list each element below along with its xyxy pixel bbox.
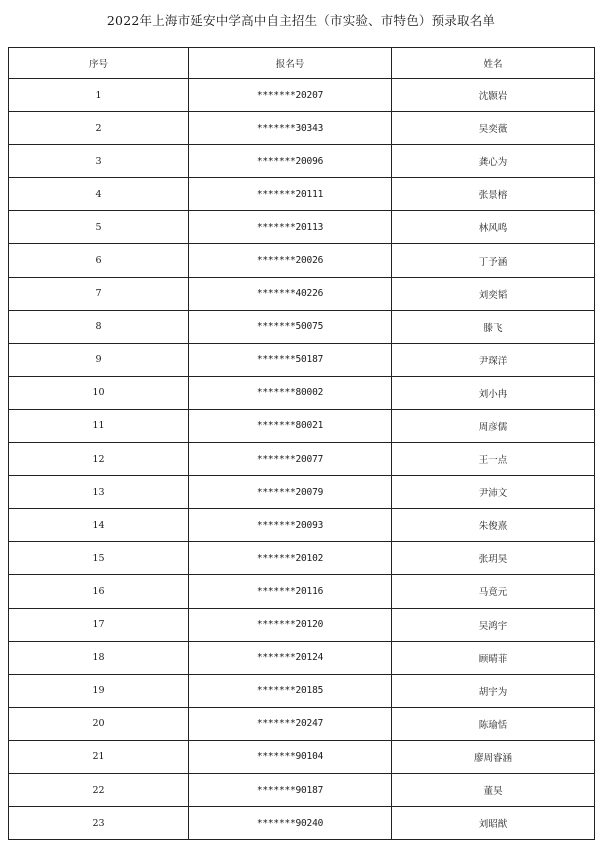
cell-name: 顾晴菲	[392, 641, 595, 674]
cell-number: 7	[9, 277, 189, 310]
cell-registration-number: *******80002	[189, 376, 392, 409]
cell-number: 15	[9, 542, 189, 575]
cell-number: 1	[9, 79, 189, 112]
cell-number: 20	[9, 707, 189, 740]
table-row	[9, 443, 595, 476]
cell-number: 9	[9, 343, 189, 376]
cell-name: 董昊	[392, 773, 595, 806]
table-row	[9, 79, 595, 112]
cell-number: 18	[9, 641, 189, 674]
cell-number: 5	[9, 211, 189, 244]
table-row	[9, 211, 595, 244]
cell-name: 尹沛文	[392, 476, 595, 509]
table-row	[9, 807, 595, 840]
cell-registration-number: *******20120	[189, 608, 392, 641]
cell-number: 14	[9, 509, 189, 542]
cell-number: 16	[9, 575, 189, 608]
table-row	[9, 145, 595, 178]
cell-registration-number: *******40226	[189, 277, 392, 310]
cell-name: 胡宇为	[392, 674, 595, 707]
cell-number: 6	[9, 244, 189, 277]
table-row	[9, 310, 595, 343]
cell-number: 17	[9, 608, 189, 641]
cell-registration-number: *******30343	[189, 112, 392, 145]
cell-registration-number: *******90104	[189, 740, 392, 773]
cell-number: 13	[9, 476, 189, 509]
cell-registration-number: *******20077	[189, 443, 392, 476]
admission-list-table	[8, 47, 595, 840]
cell-name: 王一点	[392, 443, 595, 476]
cell-name: 刘奕韬	[392, 277, 595, 310]
column-header-number: 序号	[9, 48, 189, 79]
table-row	[9, 376, 595, 409]
cell-name: 张玥昊	[392, 542, 595, 575]
cell-registration-number: *******20079	[189, 476, 392, 509]
cell-number: 3	[9, 145, 189, 178]
cell-number: 11	[9, 409, 189, 442]
cell-name: 刘昭猷	[392, 807, 595, 840]
cell-name: 吴奕薇	[392, 112, 595, 145]
cell-registration-number: *******20093	[189, 509, 392, 542]
cell-number: 19	[9, 674, 189, 707]
cell-registration-number: *******50075	[189, 310, 392, 343]
table-row	[9, 277, 595, 310]
cell-number: 8	[9, 310, 189, 343]
cell-registration-number: *******20124	[189, 641, 392, 674]
cell-registration-number: *******20102	[189, 542, 392, 575]
cell-name: 刘小冉	[392, 376, 595, 409]
table-row	[9, 641, 595, 674]
page-title: 2022年上海市延安中学高中自主招生（市实验、市特色）预录取名单	[106, 13, 496, 28]
table-row	[9, 542, 595, 575]
cell-number: 21	[9, 740, 189, 773]
table-row	[9, 409, 595, 442]
cell-name: 周彦儒	[392, 409, 595, 442]
cell-registration-number: *******20026	[189, 244, 392, 277]
cell-registration-number: *******20116	[189, 575, 392, 608]
column-header-name: 姓名	[392, 48, 595, 79]
table-header-row	[9, 48, 595, 79]
table-row	[9, 608, 595, 641]
cell-name: 龚心为	[392, 145, 595, 178]
cell-registration-number: *******90240	[189, 807, 392, 840]
cell-name: 廖周睿涵	[392, 740, 595, 773]
table-row	[9, 575, 595, 608]
cell-registration-number: *******90187	[189, 773, 392, 806]
cell-name: 张景榕	[392, 178, 595, 211]
cell-name: 马竟元	[392, 575, 595, 608]
cell-number: 12	[9, 443, 189, 476]
table-body	[9, 79, 595, 840]
table-row	[9, 707, 595, 740]
cell-name: 朱俊熹	[392, 509, 595, 542]
cell-name: 吴鸿宇	[392, 608, 595, 641]
cell-name: 尹琛洋	[392, 343, 595, 376]
cell-name: 林风鸣	[392, 211, 595, 244]
cell-name: 滕飞	[392, 310, 595, 343]
cell-number: 23	[9, 807, 189, 840]
cell-registration-number: *******20207	[189, 79, 392, 112]
cell-number: 22	[9, 773, 189, 806]
cell-registration-number: *******20247	[189, 707, 392, 740]
cell-name: 沈颢岩	[392, 79, 595, 112]
table-row	[9, 112, 595, 145]
cell-number: 4	[9, 178, 189, 211]
cell-number: 10	[9, 376, 189, 409]
cell-number: 2	[9, 112, 189, 145]
cell-registration-number: *******20111	[189, 178, 392, 211]
table-row	[9, 343, 595, 376]
table-row	[9, 178, 595, 211]
table-row	[9, 476, 595, 509]
table-row	[9, 773, 595, 806]
table-row	[9, 740, 595, 773]
cell-registration-number: *******50187	[189, 343, 392, 376]
cell-name: 丁予涵	[392, 244, 595, 277]
cell-name: 陈瑜恬	[392, 707, 595, 740]
column-header-registration-number: 报名号	[189, 48, 392, 79]
cell-registration-number: *******20185	[189, 674, 392, 707]
cell-registration-number: *******80021	[189, 409, 392, 442]
cell-registration-number: *******20096	[189, 145, 392, 178]
table-row	[9, 509, 595, 542]
table-row	[9, 244, 595, 277]
table-row	[9, 674, 595, 707]
cell-registration-number: *******20113	[189, 211, 392, 244]
